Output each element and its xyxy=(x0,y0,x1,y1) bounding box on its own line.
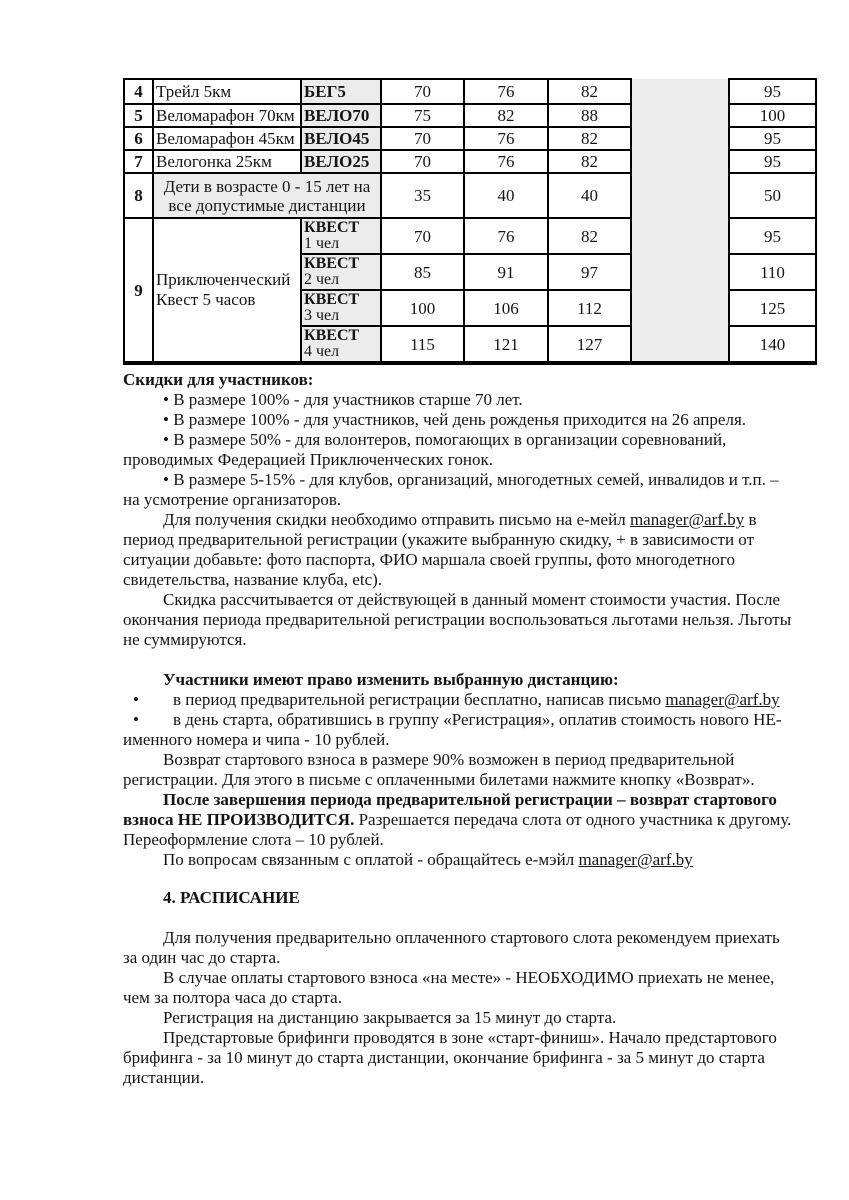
price-2: 76 xyxy=(464,150,548,173)
change-distance-heading: Участники имеют право изменить выбранную дистанцию: xyxy=(163,670,619,689)
change-item-2 xyxy=(123,710,795,750)
schedule-paragraph-1: Для получения предварительно оплаченного стартового слота рекомендуем приехать за один час до старта. xyxy=(123,928,780,967)
table-row-trail5 xyxy=(124,79,816,104)
distance-code: ВЕЛО70 xyxy=(301,104,381,127)
discount-bullet-1: • В размере 100% - для участников старше 70 лет. xyxy=(163,390,523,409)
price-2: 106 xyxy=(464,290,548,326)
discount-bullet-3: • В размере 50% - для волонтеров, помогающих в организации соревнований, проводимых Федерацией Приключенческих гонок. xyxy=(123,430,727,469)
row-number: 4 xyxy=(124,79,153,104)
price-2: 76 xyxy=(464,218,548,254)
price-4: 95 xyxy=(729,79,816,104)
price-4: 95 xyxy=(729,150,816,173)
discounts-heading: Скидки для участников: xyxy=(123,370,314,389)
price-2: 76 xyxy=(464,127,548,150)
schedule-paragraph-3: Регистрация на дистанцию закрывается за 15 минут до старта. xyxy=(163,1008,617,1027)
quest-code-label: КВЕСТ xyxy=(304,219,360,236)
kids-distance-name: Дети в возрасте 0 - 15 лет на все допустимые дистанции xyxy=(153,173,381,218)
distance-code: ВЕЛО25 xyxy=(301,150,381,173)
price-3: 82 xyxy=(548,127,631,150)
price-2: 76 xyxy=(464,79,548,104)
price-1: 70 xyxy=(381,150,464,173)
quest-people-label: 1 чел xyxy=(304,235,340,252)
price-1: 35 xyxy=(381,173,464,218)
price-1: 75 xyxy=(381,104,464,127)
quest-code-label: КВЕСТ xyxy=(304,255,360,272)
price-3: 112 xyxy=(548,290,631,326)
paragraph-text: в период предварительной регистрации (укажите выбранную скидку, + в зависимости от ситуации добавьте: фото паспорта, ФИО маршала своей группы, фото многодетного свидетельства, название клуба, etc). xyxy=(123,510,757,589)
discount-bullet-2: • В размере 100% - для участников, чей день рожденья приходится на 26 апреля. xyxy=(163,410,747,429)
quest-people-label: 3 чел xyxy=(304,307,340,324)
payment-contact-paragraph xyxy=(123,850,795,870)
price-3: 127 xyxy=(548,326,631,363)
quest-name: Приключенческий Квест 5 часов xyxy=(153,218,301,363)
price-4: 95 xyxy=(729,218,816,254)
price-3: 82 xyxy=(548,218,631,254)
distance-name: Велогонка 25км xyxy=(153,150,301,173)
quest-code xyxy=(301,218,381,254)
price-4: 100 xyxy=(729,104,816,127)
change-item-1 xyxy=(123,690,795,710)
paragraph-text: По вопросам связанным с оплатой - обращайтесь е-мэйл xyxy=(163,850,579,869)
price-3: 88 xyxy=(548,104,631,127)
row-number: 9 xyxy=(124,218,153,363)
document-text xyxy=(123,370,795,1088)
manager-email-link[interactable]: manager@arf.by xyxy=(629,510,745,529)
price-3: 97 xyxy=(548,254,631,290)
manager-email-link[interactable]: manager@arf.by xyxy=(578,850,693,869)
bullet-glyph: • xyxy=(133,690,139,709)
distance-code: БЕГ5 xyxy=(301,79,381,104)
price-2: 40 xyxy=(464,173,548,218)
paragraph-text: Для получения скидки необходимо отправить письмо на е-мейл xyxy=(163,510,630,529)
distance-name: Трейл 5км xyxy=(153,79,301,104)
discount-bullet-4: • В размере 5-15% - для клубов, организаций, многодетных семей, инвалидов и т.п. – на усмотрение организаторов. xyxy=(123,470,779,509)
quest-people-label: 2 чел xyxy=(304,271,340,288)
bold-warning-text: После завершения периода предварительной регистрации – возврат стартового взноса НЕ ПРОИЗВОДИТСЯ. xyxy=(123,790,777,829)
row-number: 7 xyxy=(124,150,153,173)
paragraph-text: Разрешается передача слота от одного участника к другому. Переоформление слота – 10 рублей. xyxy=(123,810,792,849)
quest-code-label: КВЕСТ xyxy=(304,327,360,344)
empty-gray-column xyxy=(631,79,729,363)
price-3: 82 xyxy=(548,79,631,104)
manager-email-link[interactable]: manager@arf.by xyxy=(665,690,780,709)
schedule-paragraph-2: В случае оплаты стартового взноса «на месте» - НЕОБХОДИМО приехать не менее, чем за полтора часа до старта. xyxy=(123,968,775,1007)
bullet-glyph: • xyxy=(133,710,139,729)
price-4: 125 xyxy=(729,290,816,326)
distance-name: Веломарафон 70км xyxy=(153,104,301,127)
price-4: 50 xyxy=(729,173,816,218)
price-3: 40 xyxy=(548,173,631,218)
price-1: 100 xyxy=(381,290,464,326)
after-registration-paragraph xyxy=(123,790,795,850)
price-1: 70 xyxy=(381,127,464,150)
price-1: 115 xyxy=(381,326,464,363)
price-2: 82 xyxy=(464,104,548,127)
schedule-heading: 4. РАСПИСАНИЕ xyxy=(163,888,300,907)
price-1: 70 xyxy=(381,79,464,104)
row-number: 5 xyxy=(124,104,153,127)
distance-name: Веломарафон 45км xyxy=(153,127,301,150)
price-4: 140 xyxy=(729,326,816,363)
row-number: 6 xyxy=(124,127,153,150)
price-table xyxy=(123,78,817,365)
price-2: 121 xyxy=(464,326,548,363)
schedule-paragraph-4: Предстартовые брифинги проводятся в зоне «старт-финиш». Начало предстартового брифинга - за 10 минут до старта дистанции, окончание брифинга - за 5 минут до старта дистанции. xyxy=(123,1028,777,1087)
price-3: 82 xyxy=(548,150,631,173)
refund-paragraph: Возврат стартового взноса в размере 90% возможен в период предварительной регистрации. Для этого в письме с оплаченными билетами нажмите кнопку «Возврат». xyxy=(123,750,755,789)
price-4: 110 xyxy=(729,254,816,290)
quest-code xyxy=(301,290,381,326)
quest-code-label: КВЕСТ xyxy=(304,291,360,308)
quest-people-label: 4 чел xyxy=(304,343,340,360)
list-item-text: в день старта, обратившись в группу «Регистрация», оплатив стоимость нового НЕ-именного номера и чипа - 10 рублей. xyxy=(123,710,782,749)
distance-code: ВЕЛО45 xyxy=(301,127,381,150)
price-2: 91 xyxy=(464,254,548,290)
quest-code xyxy=(301,326,381,363)
price-4: 95 xyxy=(729,127,816,150)
list-item-text: в период предварительной регистрации бесплатно, написав письмо xyxy=(173,690,666,709)
price-1: 70 xyxy=(381,218,464,254)
quest-code xyxy=(301,254,381,290)
price-1: 85 xyxy=(381,254,464,290)
row-number: 8 xyxy=(124,173,153,218)
discount-calc-paragraph: Скидка рассчитывается от действующей в данный момент стоимости участия. После окончания периода предварительной регистрации воспользоваться льготами нельзя. Льготы не суммируются. xyxy=(123,590,792,649)
discount-email-paragraph xyxy=(123,510,795,590)
